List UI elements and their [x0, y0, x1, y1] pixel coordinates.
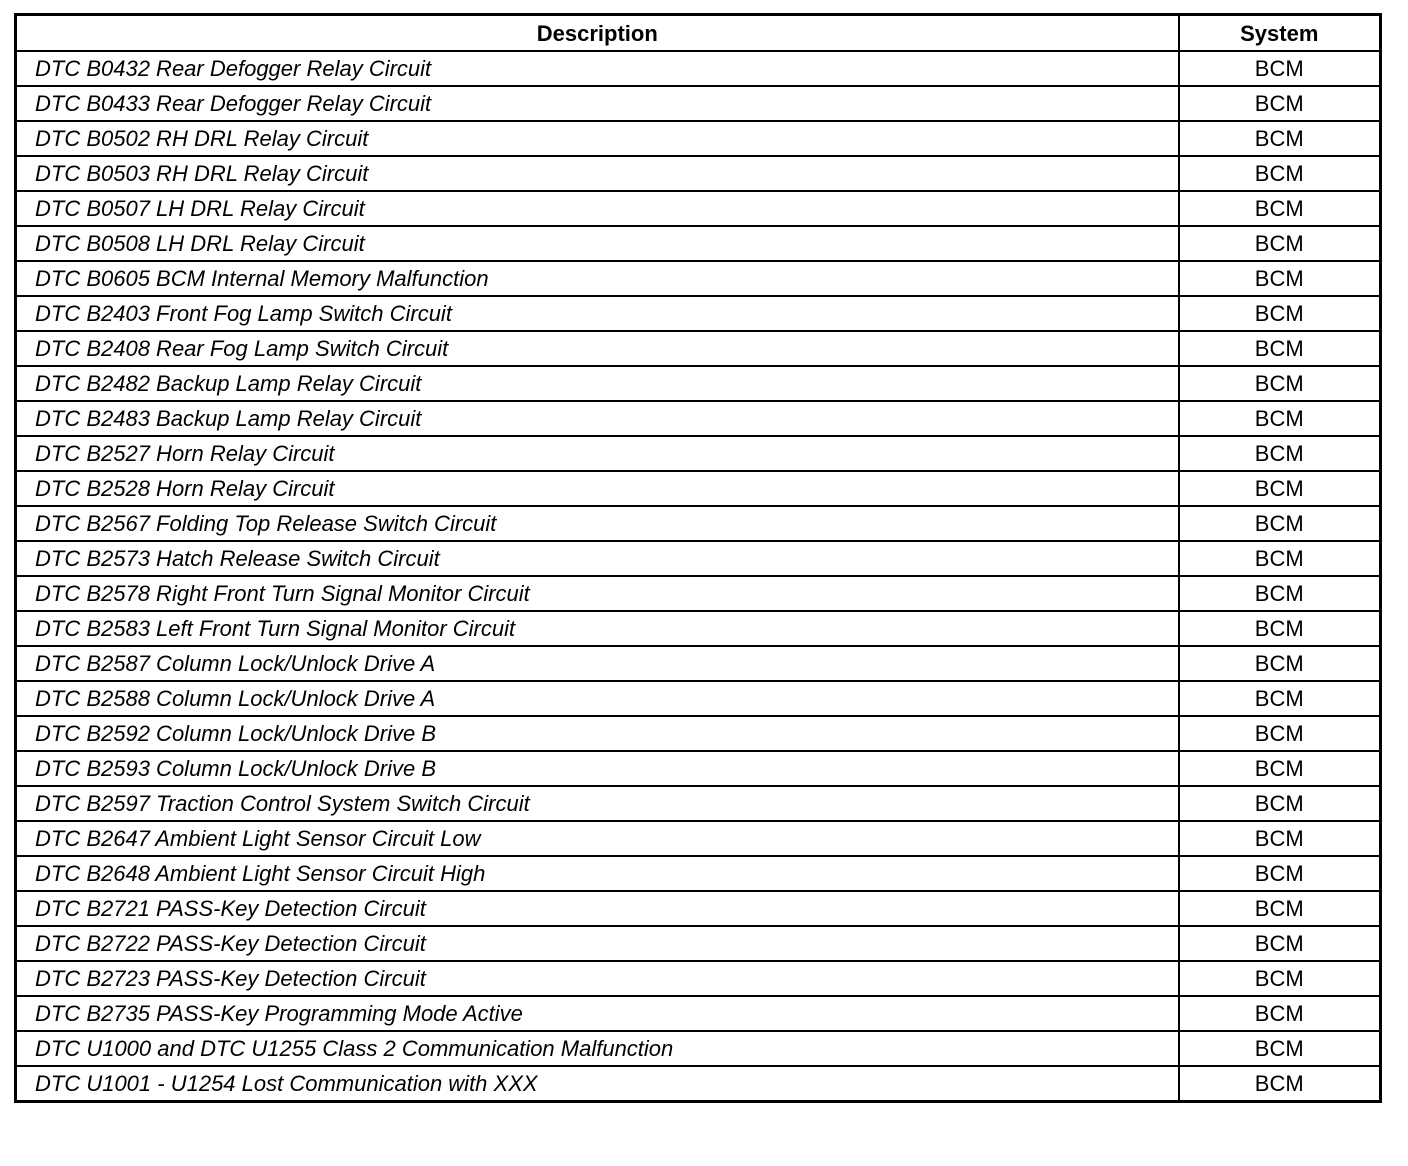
- table-row: [16, 296, 1381, 331]
- dtc-description-cell: DTC B0433 Rear Defogger Relay Circuit: [16, 86, 1179, 121]
- dtc-description-cell: DTC B2483 Backup Lamp Relay Circuit: [16, 401, 1179, 436]
- system-cell: BCM: [1179, 331, 1381, 366]
- system-cell: BCM: [1179, 296, 1381, 331]
- table-row: [16, 646, 1381, 681]
- dtc-description-cell: DTC B2648 Ambient Light Sensor Circuit High: [16, 856, 1179, 891]
- dtc-description-cell: DTC B2573 Hatch Release Switch Circuit: [16, 541, 1179, 576]
- table-row: [16, 331, 1381, 366]
- table-row: [16, 86, 1381, 121]
- system-cell: BCM: [1179, 926, 1381, 961]
- system-cell: BCM: [1179, 541, 1381, 576]
- system-cell: BCM: [1179, 611, 1381, 646]
- system-cell: BCM: [1179, 681, 1381, 716]
- dtc-description-cell: DTC B2647 Ambient Light Sensor Circuit Low: [16, 821, 1179, 856]
- table-body: [16, 51, 1381, 1102]
- dtc-description-cell: DTC B0605 BCM Internal Memory Malfunction: [16, 261, 1179, 296]
- system-cell: BCM: [1179, 121, 1381, 156]
- system-cell: BCM: [1179, 191, 1381, 226]
- table-row: [16, 401, 1381, 436]
- system-cell: BCM: [1179, 1066, 1381, 1102]
- table-row: [16, 226, 1381, 261]
- dtc-description-cell: DTC B2721 PASS-Key Detection Circuit: [16, 891, 1179, 926]
- system-cell: BCM: [1179, 471, 1381, 506]
- table-row: [16, 926, 1381, 961]
- system-cell: BCM: [1179, 366, 1381, 401]
- dtc-description-cell: DTC B2527 Horn Relay Circuit: [16, 436, 1179, 471]
- table-row: [16, 681, 1381, 716]
- dtc-description-cell: DTC B2583 Left Front Turn Signal Monitor Circuit: [16, 611, 1179, 646]
- system-cell: BCM: [1179, 786, 1381, 821]
- dtc-description-cell: DTC B2735 PASS-Key Programming Mode Active: [16, 996, 1179, 1031]
- dtc-table: [14, 13, 1382, 1103]
- dtc-description-cell: DTC B2403 Front Fog Lamp Switch Circuit: [16, 296, 1179, 331]
- dtc-description-cell: DTC B2528 Horn Relay Circuit: [16, 471, 1179, 506]
- dtc-description-cell: DTC B2587 Column Lock/Unlock Drive A: [16, 646, 1179, 681]
- system-cell: BCM: [1179, 716, 1381, 751]
- table-row: [16, 51, 1381, 86]
- description-column-header: Description: [16, 15, 1179, 52]
- system-cell: BCM: [1179, 261, 1381, 296]
- dtc-description-cell: DTC U1001 - U1254 Lost Communication with XXX: [16, 1066, 1179, 1102]
- table-header: [16, 15, 1381, 52]
- dtc-description-cell: DTC B2597 Traction Control System Switch Circuit: [16, 786, 1179, 821]
- dtc-description-cell: DTC B0502 RH DRL Relay Circuit: [16, 121, 1179, 156]
- system-cell: BCM: [1179, 856, 1381, 891]
- table-row: [16, 786, 1381, 821]
- table-row: [16, 821, 1381, 856]
- system-cell: BCM: [1179, 646, 1381, 681]
- table-row: [16, 1066, 1381, 1102]
- table-row: [16, 576, 1381, 611]
- dtc-description-cell: DTC B2482 Backup Lamp Relay Circuit: [16, 366, 1179, 401]
- system-cell: BCM: [1179, 506, 1381, 541]
- dtc-description-cell: DTC B2578 Right Front Turn Signal Monitor Circuit: [16, 576, 1179, 611]
- table-row: [16, 716, 1381, 751]
- dtc-description-cell: DTC B2408 Rear Fog Lamp Switch Circuit: [16, 331, 1179, 366]
- table-row: [16, 541, 1381, 576]
- dtc-description-cell: DTC B0508 LH DRL Relay Circuit: [16, 226, 1179, 261]
- system-cell: BCM: [1179, 51, 1381, 86]
- dtc-description-cell: DTC B0432 Rear Defogger Relay Circuit: [16, 51, 1179, 86]
- system-cell: BCM: [1179, 86, 1381, 121]
- table-row: [16, 1031, 1381, 1066]
- dtc-description-cell: DTC B2588 Column Lock/Unlock Drive A: [16, 681, 1179, 716]
- table-row: [16, 471, 1381, 506]
- header-row: [16, 15, 1381, 52]
- dtc-description-cell: DTC U1000 and DTC U1255 Class 2 Communication Malfunction: [16, 1031, 1179, 1066]
- table-row: [16, 506, 1381, 541]
- table-row: [16, 996, 1381, 1031]
- dtc-description-cell: DTC B2592 Column Lock/Unlock Drive B: [16, 716, 1179, 751]
- system-cell: BCM: [1179, 576, 1381, 611]
- system-cell: BCM: [1179, 821, 1381, 856]
- system-cell: BCM: [1179, 156, 1381, 191]
- system-cell: BCM: [1179, 996, 1381, 1031]
- system-cell: BCM: [1179, 226, 1381, 261]
- table-row: [16, 436, 1381, 471]
- table-row: [16, 366, 1381, 401]
- system-cell: BCM: [1179, 751, 1381, 786]
- dtc-description-cell: DTC B2722 PASS-Key Detection Circuit: [16, 926, 1179, 961]
- table-row: [16, 891, 1381, 926]
- table-row: [16, 121, 1381, 156]
- dtc-description-cell: DTC B2593 Column Lock/Unlock Drive B: [16, 751, 1179, 786]
- table-row: [16, 156, 1381, 191]
- table-row: [16, 611, 1381, 646]
- dtc-description-cell: DTC B0507 LH DRL Relay Circuit: [16, 191, 1179, 226]
- system-column-header: System: [1179, 15, 1381, 52]
- table-row: [16, 961, 1381, 996]
- dtc-description-cell: DTC B2567 Folding Top Release Switch Circuit: [16, 506, 1179, 541]
- table-row: [16, 191, 1381, 226]
- dtc-description-cell: DTC B2723 PASS-Key Detection Circuit: [16, 961, 1179, 996]
- system-cell: BCM: [1179, 961, 1381, 996]
- system-cell: BCM: [1179, 436, 1381, 471]
- table-row: [16, 261, 1381, 296]
- table-row: [16, 856, 1381, 891]
- dtc-description-cell: DTC B0503 RH DRL Relay Circuit: [16, 156, 1179, 191]
- system-cell: BCM: [1179, 1031, 1381, 1066]
- system-cell: BCM: [1179, 891, 1381, 926]
- system-cell: BCM: [1179, 401, 1381, 436]
- table-row: [16, 751, 1381, 786]
